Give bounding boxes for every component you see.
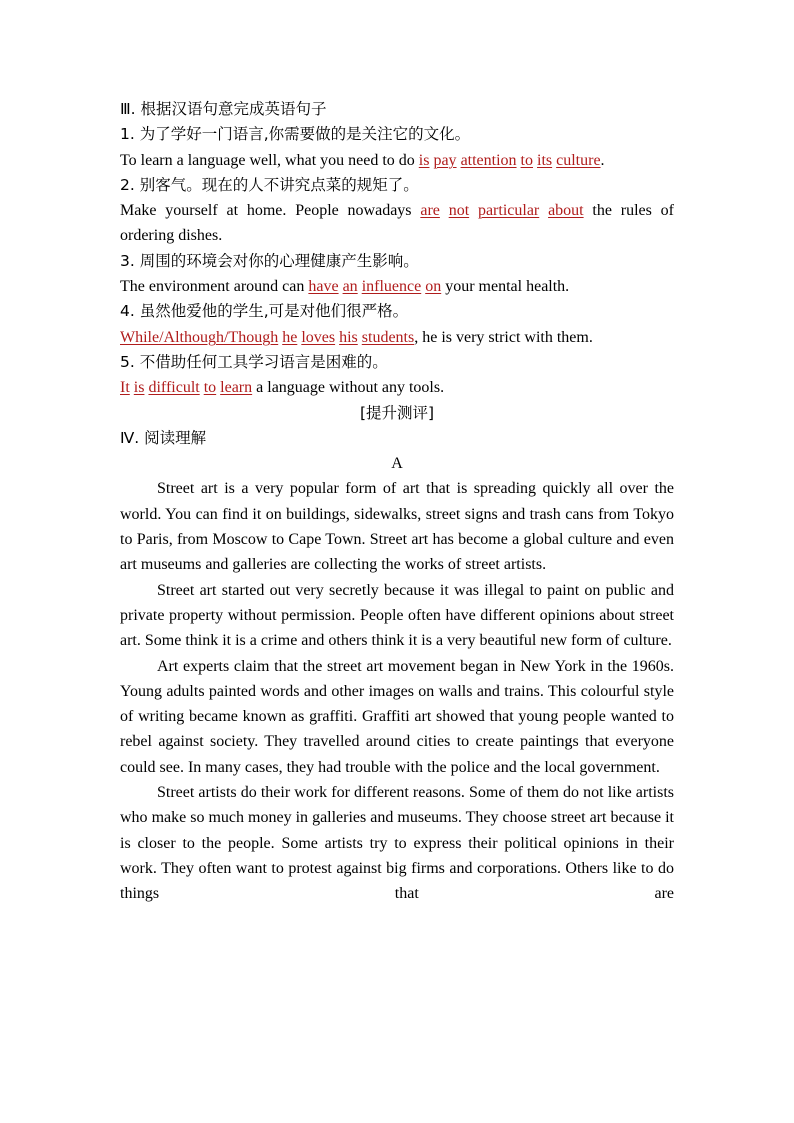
item-5-answer-2: is (133, 379, 145, 397)
item-1-answer-3: attention (460, 151, 517, 169)
item-3-answer-1: have (308, 278, 339, 296)
item-3-answer-3: influence (361, 278, 422, 296)
item-4-answer-4: his (339, 328, 358, 346)
item-1-answer-5: its (537, 151, 553, 169)
item-2-answer-3: particular (477, 202, 540, 220)
item-4-chinese: 4. 虽然他爱他的学生,可是对他们很严格。 (120, 302, 409, 321)
item-2-answer-2: not (448, 202, 470, 220)
item-2-chinese: 2. 别客气。现在的人不讲究点菜的规矩了。 (120, 175, 419, 194)
item-5-text-end: a language without any tools. (252, 379, 445, 397)
section-3-heading: Ⅲ. 根据汉语句意完成英语句子 (120, 100, 327, 118)
item-5-answer-3: difficult (148, 379, 200, 397)
item-4-answer-3: loves (301, 328, 336, 346)
item-1-answer-2: pay (433, 151, 457, 169)
item-5-answer-1: It (120, 379, 130, 397)
item-4-english (120, 325, 674, 350)
passage-paragraph-1: Street art is a very popular form of art that is spreading quickly all over the world. You can find it on buildings, sidewalks, street signs and trash cans from Tokyo to Paris, from Moscow to Cape Town. Street art has become a global culture and even art museums and galleries are collecting the works of street artists. (120, 480, 674, 574)
item-3-chinese: 3. 周围的环境会对你的心理健康产生影响。 (120, 251, 419, 270)
item-1-answer-1: is (418, 151, 430, 169)
assessment-banner: [提升测评] (359, 403, 435, 422)
passage-paragraph-2: Street art started out very secretly because it was illegal to paint on public and private property without permission. People often have different opinions about street art. Some think it is a crime and others think it is a very beautiful new form of culture. (120, 581, 674, 650)
item-1-text-end: . (600, 151, 605, 169)
item-1-text: To learn a language well, what you need to do (120, 151, 419, 169)
item-5-answer-5: learn (220, 379, 253, 397)
item-1-chinese: 1. 为了学好一门语言,你需要做的是关注它的文化。 (120, 125, 471, 144)
item-4-text-end: , he is very strict with them. (414, 328, 593, 346)
item-2-english (120, 198, 674, 249)
item-4-answer-1: While/Although/Though (120, 328, 279, 346)
passage-paragraph-4: Street artists do their work for different reasons. Some of them do not like artists who make so much money in galleries and museums. They choose street art because it is closer to the people. Some artists try to express their political opinions in their work. They often want to protest against big firms and corporations. Others like to do things that are (120, 784, 674, 903)
item-3-english (120, 274, 674, 299)
item-3-answer-2: an (342, 278, 358, 296)
item-4-answer-2: he (282, 328, 298, 346)
passage-label: A (391, 455, 403, 473)
item-3-text: The environment around can (120, 278, 309, 296)
item-1-answer-4: to (520, 151, 533, 169)
item-3-text-end: your mental health. (441, 278, 570, 296)
item-2-answer-1: are (420, 202, 440, 220)
item-5-chinese: 5. 不借助任何工具学习语言是困难的。 (120, 352, 388, 371)
item-2-answer-4: about (548, 202, 584, 220)
item-5-english (120, 375, 674, 400)
item-2-text: Make yourself at home. People nowadays (120, 202, 421, 220)
item-3-answer-4: on (425, 278, 442, 296)
item-1-answer-6: culture (556, 151, 601, 169)
document-content (120, 97, 674, 907)
item-1-english (120, 148, 674, 173)
section-4-heading: Ⅳ. 阅读理解 (120, 428, 207, 447)
passage-paragraph-3: Art experts claim that the street art movement began in New York in the 1960s. Young adults painted words and other images on walls and trains. This colourful style of writing became known as graffiti. Graffiti art showed that young people wanted to rebel against society. They travelled around cities to create paintings that everyone could see. In many cases, they had trouble with the police and the local government. (120, 657, 674, 776)
item-5-answer-4: to (203, 379, 217, 397)
item-2-text-end: the rules of ordering dishes. (120, 202, 675, 245)
item-4-answer-5: students (361, 328, 415, 346)
